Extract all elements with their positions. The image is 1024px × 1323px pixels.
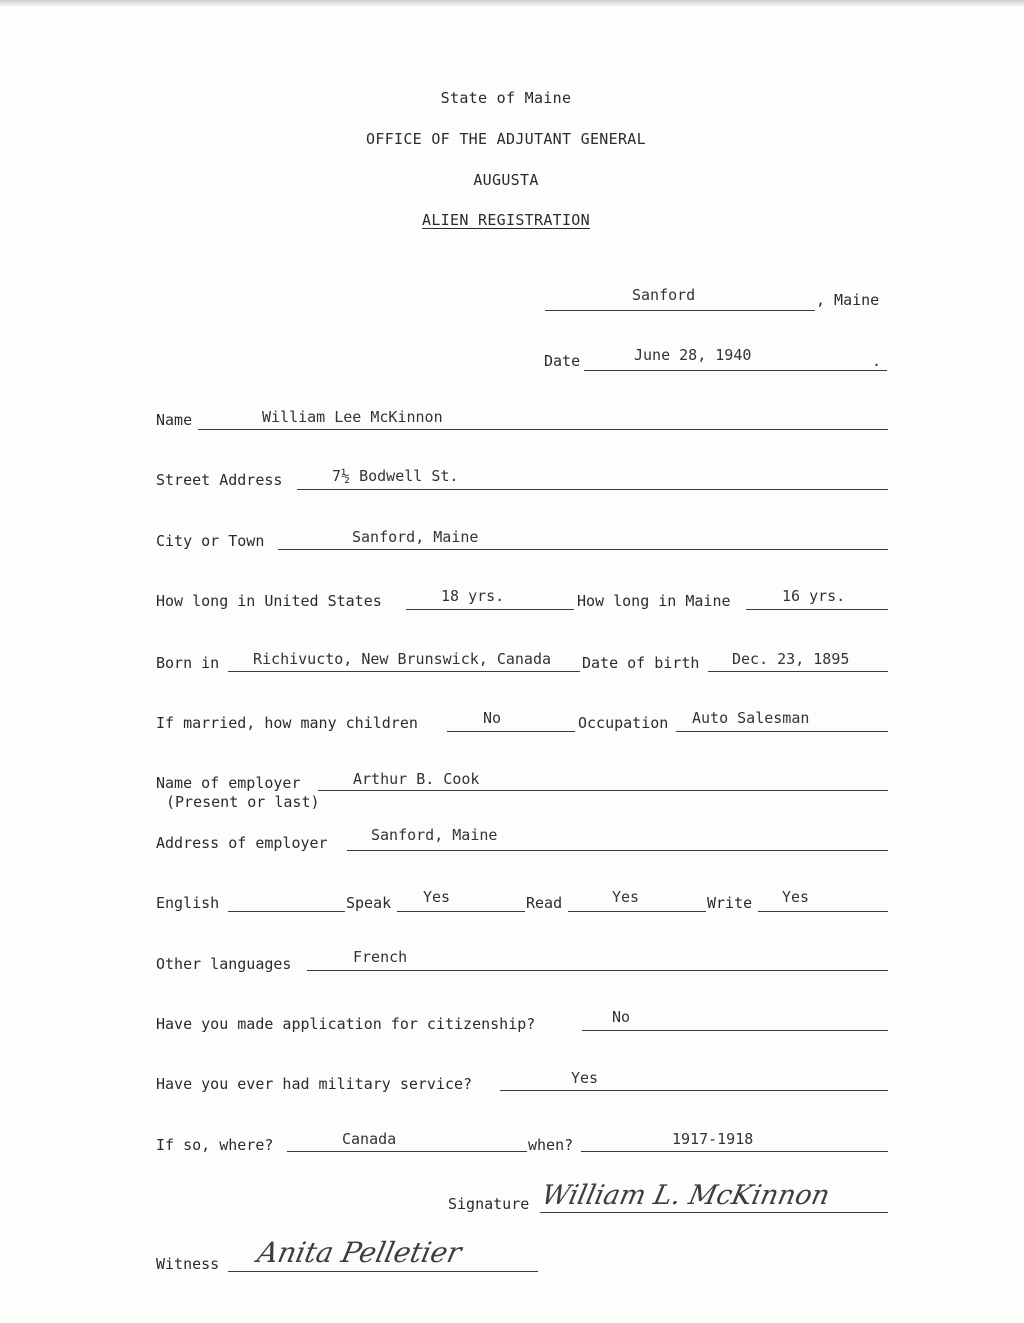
us-time-line (406, 609, 574, 610)
employer-address-line (347, 850, 888, 851)
employer-label: Name of employer (156, 774, 301, 792)
employer-address-label: Address of employer (156, 834, 328, 852)
employer-sublabel: (Present or last) (166, 793, 320, 811)
read-value: Yes (612, 888, 640, 906)
when-line (581, 1151, 888, 1152)
other-languages-value: French (353, 948, 408, 966)
city-value: Sanford, Maine (352, 528, 479, 546)
witness-label: Witness (156, 1255, 220, 1273)
scan-edge (0, 0, 1024, 6)
date-end-mark: . (872, 352, 882, 370)
write-value: Yes (782, 888, 810, 906)
signature-label: Signature (448, 1195, 530, 1213)
children-line (447, 731, 575, 732)
military-label: Have you ever had military service? (156, 1075, 473, 1093)
header-office: OFFICE OF THE ADJUTANT GENERAL (366, 130, 646, 148)
military-value: Yes (571, 1069, 599, 1087)
occupation-label: Occupation (578, 714, 669, 732)
born-in-line (228, 671, 580, 672)
other-languages-label: Other languages (156, 955, 292, 973)
write-label: Write (707, 894, 753, 912)
where-value: Canada (342, 1130, 397, 1148)
write-line (758, 911, 888, 912)
speak-line (397, 911, 525, 912)
speak-value: Yes (423, 888, 451, 906)
english-label: English (156, 894, 220, 912)
born-in-value: Richivucto, New Brunswick, Canada (253, 650, 552, 668)
us-time-label: How long in United States (156, 592, 382, 610)
witness-handwriting: Anita Pelletier (254, 1236, 465, 1269)
where-line (287, 1151, 527, 1152)
where-label: If so, where? (156, 1136, 274, 1154)
military-line (500, 1090, 888, 1091)
header-city: AUGUSTA (473, 171, 539, 189)
other-languages-line (307, 970, 888, 971)
when-value: 1917-1918 (672, 1130, 754, 1148)
employer-value: Arthur B. Cook (353, 770, 480, 788)
witness-line (228, 1271, 538, 1272)
date-value: June 28, 1940 (634, 346, 752, 364)
signature-handwriting: William L. McKinnon (538, 1180, 833, 1211)
state-suffix: , Maine (816, 291, 880, 309)
occupation-line (676, 731, 888, 732)
date-label: Date (544, 352, 581, 370)
name-line (198, 429, 888, 430)
citizenship-label: Have you made application for citizenship? (156, 1015, 536, 1033)
name-label: Name (156, 411, 193, 429)
form-title: ALIEN REGISTRATION (422, 211, 590, 229)
city-label: City or Town (156, 532, 265, 550)
maine-time-line (746, 609, 888, 610)
when-label: when? (528, 1136, 574, 1154)
town-line (545, 310, 815, 311)
born-in-label: Born in (156, 654, 220, 672)
street-line (297, 489, 888, 490)
name-value: William Lee McKinnon (262, 408, 443, 426)
street-value: 7½ Bodwell St. (332, 467, 459, 485)
read-line (568, 911, 706, 912)
dob-label: Date of birth (582, 654, 700, 672)
read-label: Read (526, 894, 563, 912)
employer-line (318, 790, 888, 791)
citizenship-line (582, 1030, 888, 1031)
speak-label: Speak (346, 894, 392, 912)
occupation-value: Auto Salesman (692, 709, 810, 727)
citizenship-value: No (612, 1008, 631, 1026)
header-state: State of Maine (440, 89, 572, 107)
street-label: Street Address (156, 471, 283, 489)
english-line (228, 911, 345, 912)
town-value: Sanford (632, 286, 696, 304)
maine-time-label: How long in Maine (577, 592, 731, 610)
children-value: No (483, 709, 502, 727)
us-time-value: 18 yrs. (441, 587, 505, 605)
city-line (278, 549, 888, 550)
date-line (584, 370, 887, 371)
children-label: If married, how many children (156, 714, 418, 732)
dob-value: Dec. 23, 1895 (732, 650, 850, 668)
dob-line (708, 671, 888, 672)
maine-time-value: 16 yrs. (782, 587, 846, 605)
employer-address-value: Sanford, Maine (371, 826, 498, 844)
signature-line (540, 1212, 888, 1213)
